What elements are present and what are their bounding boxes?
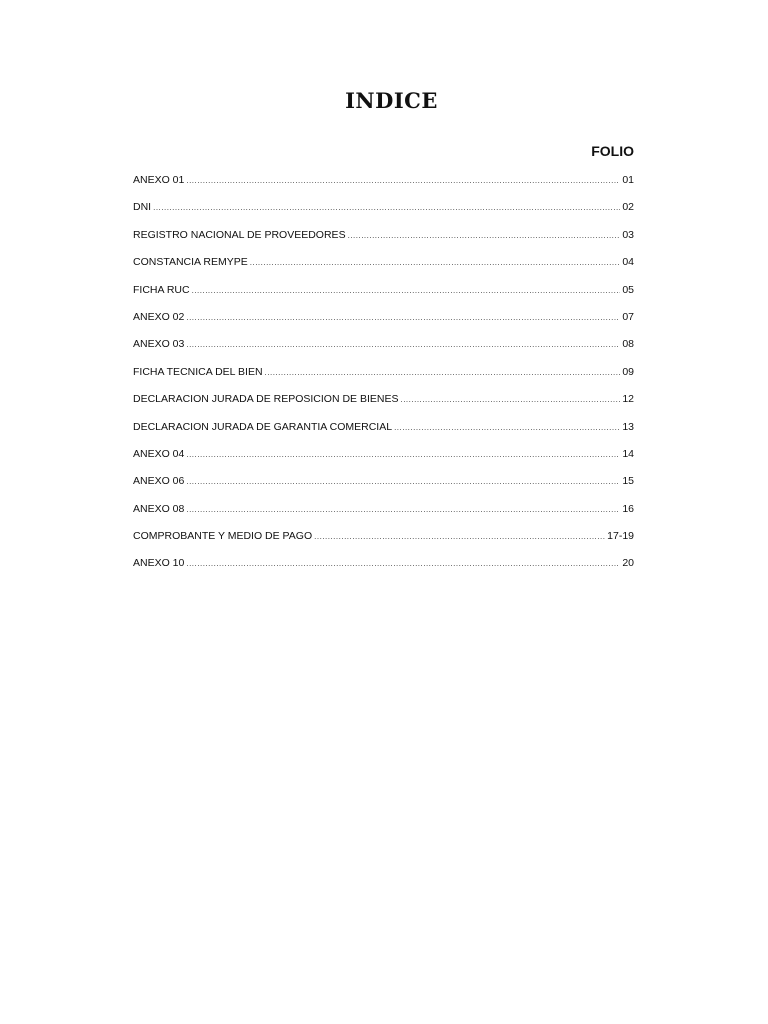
toc-entry-label: FICHA TECNICA DEL BIEN (133, 365, 263, 378)
toc-entry-label: ANEXO 01 (133, 174, 185, 186)
toc-entry (133, 556, 634, 583)
folio-column-header: FOLIO (591, 143, 634, 159)
toc-entry-folio: 02 (622, 201, 634, 214)
toc-entry (133, 228, 634, 255)
toc-entry-folio: 17-19 (607, 530, 634, 543)
table-of-contents (133, 173, 634, 584)
toc-entry (133, 310, 634, 337)
toc-entry-folio: 12 (622, 393, 634, 406)
dot-leader (400, 393, 620, 407)
toc-entry-label: ANEXO 10 (133, 557, 185, 570)
page-title: INDICE (345, 88, 438, 113)
toc-entry-folio: 05 (622, 283, 634, 296)
dot-leader (186, 174, 620, 188)
toc-entry (133, 173, 634, 200)
toc-entry-folio: 01 (622, 174, 634, 186)
toc-entry-label: DECLARACION JURADA DE REPOSICION DE BIENES (133, 393, 399, 406)
toc-entry-folio: 04 (622, 256, 634, 269)
toc-entry-label: COMPROBANTE Y MEDIO DE PAGO (133, 530, 313, 543)
toc-entry (133, 365, 634, 392)
toc-entry (133, 255, 634, 282)
toc-entry-folio: 15 (622, 475, 634, 488)
toc-entry (133, 337, 634, 364)
toc-entry-folio: 08 (622, 338, 634, 351)
toc-entry (133, 200, 634, 227)
dot-leader (314, 530, 605, 544)
toc-entry (133, 502, 634, 529)
toc-entry-label: CONSTANCIA REMYPE (133, 256, 248, 269)
toc-entry (133, 392, 634, 419)
toc-entry-label: ANEXO 06 (133, 475, 185, 488)
toc-entry-folio: 13 (622, 420, 634, 433)
toc-entry-folio: 20 (622, 557, 634, 570)
dot-leader (265, 366, 621, 380)
dot-leader (250, 256, 621, 270)
dot-leader (394, 421, 620, 435)
toc-entry-label: ANEXO 04 (133, 447, 185, 460)
toc-entry-folio: 03 (622, 228, 634, 241)
dot-leader (153, 201, 620, 215)
dot-leader (186, 503, 620, 517)
toc-entry-label: DNI (133, 201, 152, 214)
toc-entry-label: ANEXO 02 (133, 310, 185, 323)
dot-leader (186, 338, 620, 352)
dot-leader (348, 229, 621, 243)
toc-entry (133, 447, 634, 474)
toc-entry-label: FICHA RUC (133, 283, 190, 296)
dot-leader (186, 311, 620, 325)
dot-leader (192, 284, 621, 298)
toc-entry-label: DECLARACION JURADA DE GARANTIA COMERCIAL (133, 420, 393, 433)
toc-entry (133, 474, 634, 501)
toc-entry (133, 283, 634, 310)
toc-entry-folio: 16 (622, 502, 634, 515)
toc-entry-label: REGISTRO NACIONAL DE PROVEEDORES (133, 228, 346, 241)
toc-entry-folio: 07 (622, 310, 634, 323)
toc-entry-label: ANEXO 03 (133, 338, 185, 351)
toc-entry-folio: 09 (622, 365, 634, 378)
toc-entry-label: ANEXO 08 (133, 502, 185, 515)
dot-leader (186, 557, 620, 571)
toc-entry-folio: 14 (622, 447, 634, 460)
dot-leader (186, 448, 620, 462)
toc-entry (133, 420, 634, 447)
dot-leader (186, 475, 620, 489)
toc-entry (133, 529, 634, 556)
